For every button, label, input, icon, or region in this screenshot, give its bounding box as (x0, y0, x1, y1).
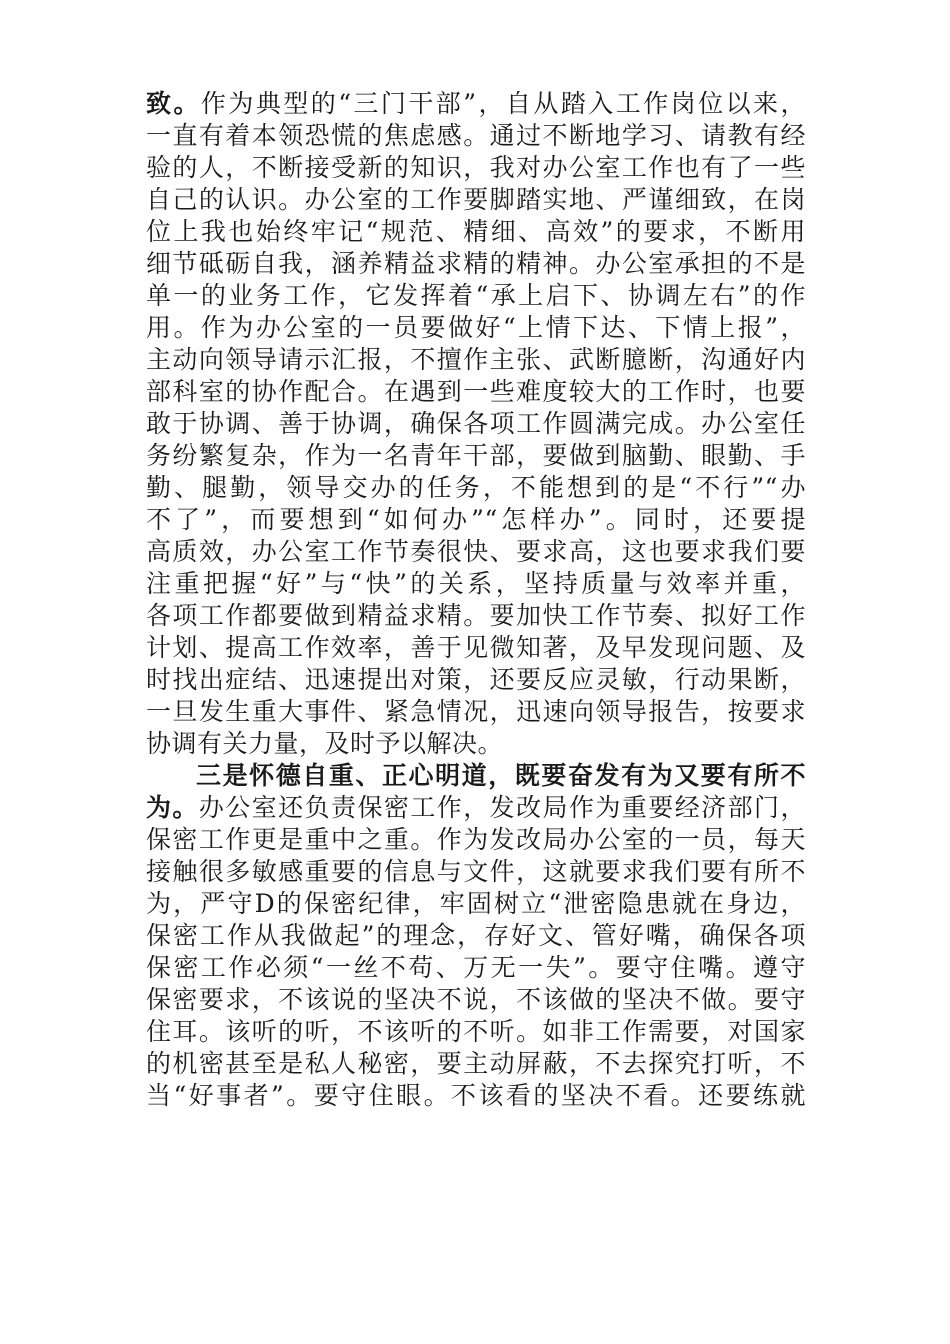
text-line: 为，严守D的保密纪律，牢固树立“泄密隐患就在身边， (146, 889, 806, 918)
text-line: 用。作为办公室的一员要做好“上情下达、下情上报”， (146, 313, 806, 342)
text-line: 保密工作更是重中之重。作为发改局办公室的一员，每天 (146, 825, 806, 854)
text-line: 协调有关力量，及时予以解决。 (146, 729, 504, 758)
text-line: 部科室的协作配合。在遇到一些难度较大的工作时，也要 (146, 377, 806, 406)
text-line: 一直有着本领恐慌的焦虑感。通过不断地学习、请教有经 (146, 121, 806, 150)
text-line: 保密工作必须“一丝不苟、万无一失”。要守住嘴。遵守 (146, 953, 806, 982)
text-line: 细节砥砺自我，涵养精益求精的精神。办公室承担的不是 (146, 249, 806, 278)
text-line: 高质效，办公室工作节奏很快、要求高，这也要求我们要 (146, 537, 806, 566)
text-line: 时找出症结、迅速提出对策，还要反应灵敏，行动果断， (146, 665, 806, 694)
text-line: 计划、提高工作效率，善于见微知著，及早发现问题、及 (146, 633, 806, 662)
text-line: 住耳。该听的听，不该听的不听。如非工作需要，对国家 (146, 1017, 806, 1046)
text-line: 不了”，而要想到“如何办”“怎样办”。同时，还要提 (146, 505, 806, 534)
text-line: 各项工作都要做到精益求精。要加快工作节奏、拟好工作 (146, 601, 806, 630)
text-line: 注重把握“好”与“快”的关系，坚持质量与效率并重， (146, 569, 806, 598)
text-line: 敢于协调、善于协调，确保各项工作圆满完成。办公室任 (146, 409, 806, 438)
text-line: 为。办公室还负责保密工作，发改局作为重要经济部门， (146, 793, 806, 822)
text-line: 主动向领导请示汇报，不擅作主张、武断臆断，沟通好内 (146, 345, 806, 374)
text-line: 保密要求，不该说的坚决不说，不该做的坚决不做。要守 (146, 985, 806, 1014)
text-line: 的机密甚至是私人秘密，要主动屏蔽，不去探究打听，不 (146, 1049, 806, 1078)
text-line: 自己的认识。办公室的工作要脚踏实地、严谨细致，在岗 (146, 185, 806, 214)
document-page (146, 88, 806, 1112)
text-line: 接触很多敏感重要的信息与文件，这就要求我们要有所不 (146, 857, 806, 886)
text-line: 验的人，不断接受新的知识，我对办公室工作也有了一些 (146, 153, 806, 182)
text-line: 位上我也始终牢记“规范、精细、高效”的要求，不断用 (146, 217, 806, 246)
text-line: 务纷繁复杂，作为一名青年干部，要做到脑勤、眼勤、手 (146, 441, 806, 470)
text-line: 一旦发生重大事件、紧急情况，迅速向领导报告，按要求 (146, 697, 806, 726)
section-heading-line: 三是怀德自重、正心明道，既要奋发有为又要有所不 (196, 761, 806, 790)
text-line: 单一的业务工作，它发挥着“承上启下、协调左右”的作 (146, 281, 806, 310)
text-line: 致。作为典型的“三门干部”，自从踏入工作岗位以来， (146, 89, 806, 118)
text-line: 勤、腿勤，领导交办的任务，不能想到的是“不行”“办 (146, 473, 806, 502)
text-line: 保密工作从我做起”的理念，存好文、管好嘴，确保各项 (146, 921, 806, 950)
text-line: 当“好事者”。要守住眼。不该看的坚决不看。还要练就 (146, 1081, 806, 1110)
